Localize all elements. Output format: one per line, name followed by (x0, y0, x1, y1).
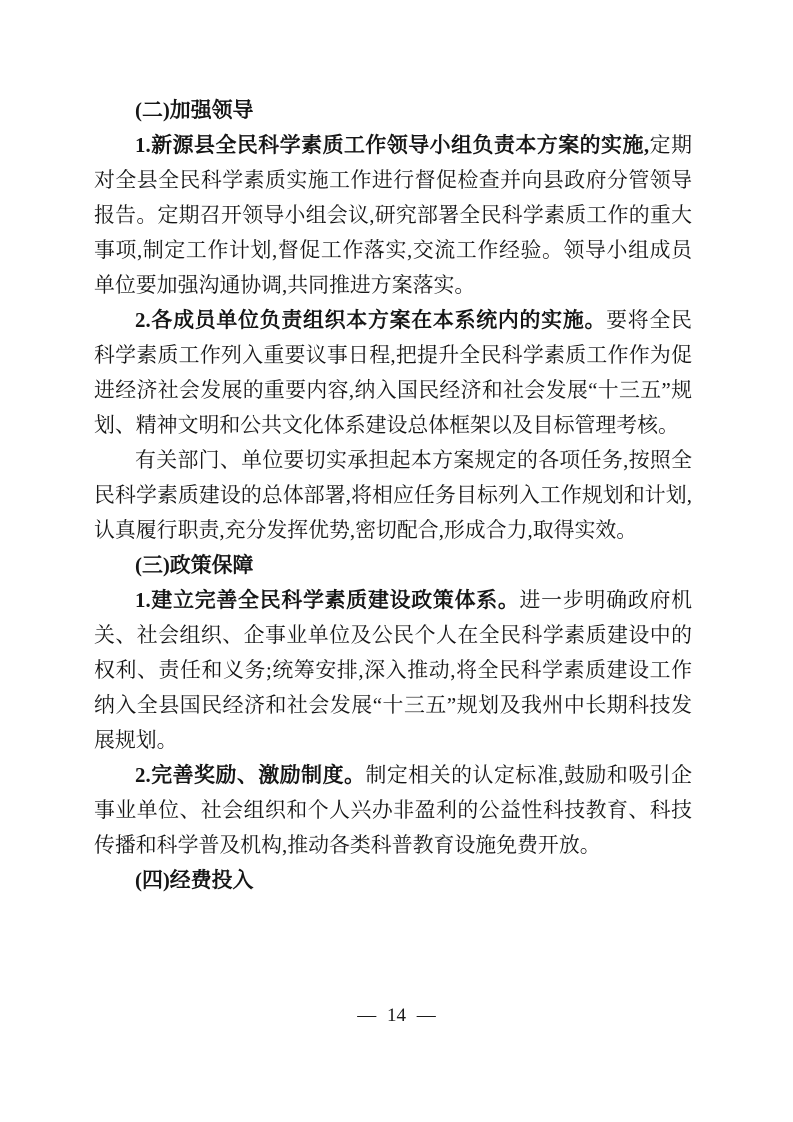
paragraph-leadership-3 (94, 443, 692, 548)
section-heading-4: (四)经费投入 (135, 868, 254, 892)
paragraph-lead-bold: 2.各成员单位负责组织本方案在本系统内的实施。 (135, 308, 607, 332)
paragraph-leadership-2 (94, 303, 692, 443)
paragraph-text: 有关部门、单位要切实承担起本方案规定的各项任务,按照全民科学素质建设的总体部署,将相应任务目标列入工作规划和计划,认真履行职责,充分发挥优势,密切配合,形成合力,取得实效。 (94, 448, 692, 542)
paragraph-text: 制定相关的认定标准,鼓励和吸引企事业单位、社会组织和个人兴办非盈利的公益性科技教育、科技传播和科学普及机构,推动各类科普教育设施免费开放。 (94, 763, 692, 857)
paragraph-lead-bold: 1.新源县全民科学素质工作领导小组负责本方案的实施, (135, 133, 650, 157)
paragraph-lead-bold: 2.完善奖励、激励制度。 (135, 763, 366, 787)
document-body (94, 93, 692, 898)
paragraph-lead-bold: 1.建立完善全民科学素质建设政策体系。 (135, 588, 520, 612)
paragraph-text: 定期对全县全民科学素质实施工作进行督促检查并向县政府分管领导报告。定期召开领导小组会议,研究部署全民科学素质工作的重大事项,制定工作计划,督促工作落实,交流工作经验。领导小组成员单位要加强沟通协调,共同推进方案落实。 (94, 133, 692, 297)
section-heading-2: (二)加强领导 (135, 98, 254, 122)
page-number: — 14 — (357, 1005, 436, 1026)
section-heading-3: (三)政策保障 (135, 553, 254, 577)
paragraph-policy-1 (94, 583, 692, 758)
paragraph-text: 要将全民科学素质工作列入重要议事日程,把提升全民科学素质工作作为促进经济社会发展的重要内容,纳入国民经济和社会发展“十三五”规划、精神文明和公共文化体系建设总体框架以及目标管理考核。 (94, 308, 692, 437)
paragraph-text: 进一步明确政府机关、社会组织、企事业单位及公民个人在全民科学素质建设中的权利、责任和义务;统筹安排,深入推动,将全民科学素质建设工作纳入全县国民经济和社会发展“十三五”规划及我州中长期科技发展规划。 (94, 588, 692, 752)
paragraph-policy-2 (94, 758, 692, 863)
paragraph-leadership-1 (94, 128, 692, 303)
